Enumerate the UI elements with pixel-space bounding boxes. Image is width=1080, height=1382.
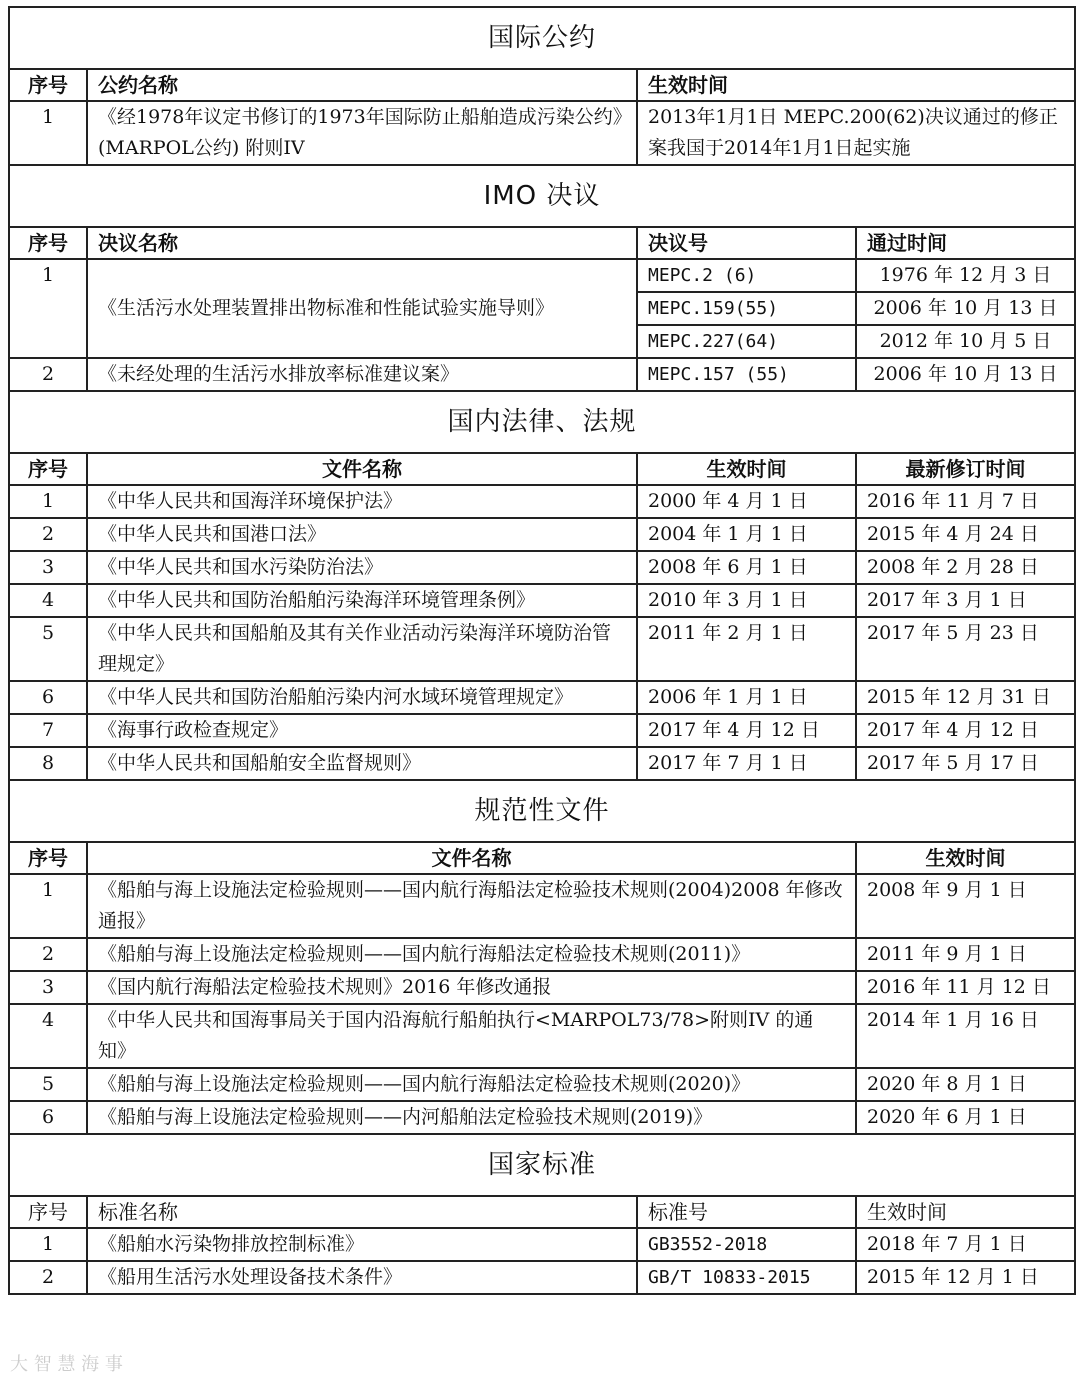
domestic-row-no: 6 xyxy=(9,681,87,714)
intl-row xyxy=(9,101,1075,165)
normative-row-no: 2 xyxy=(9,938,87,971)
domestic-row-effective: 2017 年 4 月 12 日 xyxy=(637,714,856,747)
intl-row-name: 《经1978年议定书修订的1973年国际防止船舶造成污染公约》(MARPOL公约) 附则IV xyxy=(87,101,637,165)
normative-row-no: 3 xyxy=(9,971,87,1004)
intl-row-effective: 2013年1月1日 MEPC.200(62)决议通过的修正案我国于2014年1月1日起实施 xyxy=(637,101,1075,165)
normative-col-name: 文件名称 xyxy=(87,842,856,874)
normative-row-name: 《船舶与海上设施法定检验规则——内河船舶法定检验技术规则(2019)》 xyxy=(87,1101,856,1134)
normative-col-effective: 生效时间 xyxy=(856,842,1075,874)
normative-row xyxy=(9,1101,1075,1134)
national-row-name: 《船舶水污染物排放控制标准》 xyxy=(87,1228,637,1261)
imo-row xyxy=(9,358,1075,391)
domestic-col-name: 文件名称 xyxy=(87,453,637,485)
domestic-header-row xyxy=(9,453,1075,485)
domestic-row xyxy=(9,518,1075,551)
domestic-row-revised: 2015 年 12 月 31 日 xyxy=(856,681,1075,714)
section-header-normative xyxy=(9,780,1075,842)
domestic-row-name: 《中华人民共和国海洋环境保护法》 xyxy=(87,485,637,518)
intl-col-effective: 生效时间 xyxy=(637,69,1075,101)
imo-col-name: 决议名称 xyxy=(87,227,637,259)
normative-row-no: 6 xyxy=(9,1101,87,1134)
national-col-code: 标准号 xyxy=(637,1196,856,1228)
normative-row-name: 《船舶与海上设施法定检验规则——国内航行海船法定检验技术规则(2011)》 xyxy=(87,938,856,971)
normative-row xyxy=(9,971,1075,1004)
national-row-code: GB3552-2018 xyxy=(637,1228,856,1261)
domestic-row xyxy=(9,617,1075,681)
normative-row-name: 《船舶与海上设施法定检验规则——国内航行海船法定检验技术规则(2020)》 xyxy=(87,1068,856,1101)
section-header-domestic xyxy=(9,391,1075,453)
normative-rows xyxy=(9,874,1075,1134)
domestic-row-no: 3 xyxy=(9,551,87,584)
imo-row-no: 2 xyxy=(9,358,87,391)
section-title-imo: IMO 决议 xyxy=(9,165,1075,227)
imo-row-no: 1 xyxy=(9,259,87,358)
normative-row xyxy=(9,1068,1075,1101)
imo-row-name: 《生活污水处理装置排出物标准和性能试验实施导则》 xyxy=(87,259,637,358)
domestic-row-revised: 2017 年 4 月 12 日 xyxy=(856,714,1075,747)
normative-row-effective: 2011 年 9 月 1 日 xyxy=(856,938,1075,971)
domestic-row-effective: 2004 年 1 月 1 日 xyxy=(637,518,856,551)
section-title-international: 国际公约 xyxy=(9,7,1075,69)
domestic-row-effective: 2000 年 4 月 1 日 xyxy=(637,485,856,518)
section-title-national: 国家标准 xyxy=(9,1134,1075,1196)
intl-row-no: 1 xyxy=(9,101,87,165)
normative-row-effective: 2020 年 6 月 1 日 xyxy=(856,1101,1075,1134)
domestic-row-effective: 2017 年 7 月 1 日 xyxy=(637,747,856,780)
section-header-imo xyxy=(9,165,1075,227)
regulations-document xyxy=(8,6,1074,1295)
imo-resolution-code: MEPC.227(64) xyxy=(637,325,856,358)
domestic-col-no: 序号 xyxy=(9,453,87,485)
domestic-row-revised: 2017 年 3 月 1 日 xyxy=(856,584,1075,617)
imo-resolution-code: MEPC.157 (55) xyxy=(637,358,856,391)
domestic-row-name: 《中华人民共和国船舶及其有关作业活动污染海洋环境防治管理规定》 xyxy=(87,617,637,681)
domestic-row-no: 1 xyxy=(9,485,87,518)
domestic-row-effective: 2008 年 6 月 1 日 xyxy=(637,551,856,584)
domestic-col-effective: 生效时间 xyxy=(637,453,856,485)
domestic-row xyxy=(9,485,1075,518)
section-title-domestic: 国内法律、法规 xyxy=(9,391,1075,453)
domestic-row-no: 2 xyxy=(9,518,87,551)
domestic-row-name: 《中华人民共和国水污染防治法》 xyxy=(87,551,637,584)
imo-row xyxy=(9,259,1075,292)
domestic-row xyxy=(9,747,1075,780)
national-header-row xyxy=(9,1196,1075,1228)
normative-row-no: 5 xyxy=(9,1068,87,1101)
imo-resolution-code: MEPC.159(55) xyxy=(637,292,856,325)
normative-row-effective: 2020 年 8 月 1 日 xyxy=(856,1068,1075,1101)
domestic-row-revised: 2015 年 4 月 24 日 xyxy=(856,518,1075,551)
imo-row-name: 《未经处理的生活污水排放率标准建议案》 xyxy=(87,358,637,391)
domestic-row-no: 8 xyxy=(9,747,87,780)
normative-row xyxy=(9,938,1075,971)
domestic-col-revised: 最新修订时间 xyxy=(856,453,1075,485)
section-header-national xyxy=(9,1134,1075,1196)
national-row-effective: 2018 年 7 月 1 日 xyxy=(856,1228,1075,1261)
domestic-row xyxy=(9,551,1075,584)
normative-col-no: 序号 xyxy=(9,842,87,874)
national-row-effective: 2015 年 12 月 1 日 xyxy=(856,1261,1075,1294)
national-row-code: GB/T 10833-2015 xyxy=(637,1261,856,1294)
domestic-row-no: 5 xyxy=(9,617,87,681)
imo-header-row xyxy=(9,227,1075,259)
imo-resolution-date: 2006 年 10 月 13 日 xyxy=(856,292,1075,325)
national-row xyxy=(9,1261,1075,1294)
imo-resolution-date: 2006 年 10 月 13 日 xyxy=(856,358,1075,391)
national-row xyxy=(9,1228,1075,1261)
normative-row-effective: 2008 年 9 月 1 日 xyxy=(856,874,1075,938)
normative-row xyxy=(9,874,1075,938)
normative-row-no: 4 xyxy=(9,1004,87,1068)
domestic-row xyxy=(9,714,1075,747)
national-rows xyxy=(9,1228,1075,1294)
watermark-logo: 大 智 慧 海 事 xyxy=(10,1354,123,1375)
imo-resolution-code: MEPC.2 (6) xyxy=(637,259,856,292)
domestic-row-name: 《海事行政检查规定》 xyxy=(87,714,637,747)
imo-resolution-date: 2012 年 10 月 5 日 xyxy=(856,325,1075,358)
national-col-no: 序号 xyxy=(9,1196,87,1228)
imo-col-no: 序号 xyxy=(9,227,87,259)
domestic-row-name: 《中华人民共和国防治船舶污染海洋环境管理条例》 xyxy=(87,584,637,617)
national-row-name: 《船用生活污水处理设备技术条件》 xyxy=(87,1261,637,1294)
domestic-row-no: 4 xyxy=(9,584,87,617)
domestic-row-effective: 2010 年 3 月 1 日 xyxy=(637,584,856,617)
domestic-row-revised: 2016 年 11 月 7 日 xyxy=(856,485,1075,518)
normative-row-name: 《船舶与海上设施法定检验规则——国内航行海船法定检验技术规则(2004)2008 年修改通报》 xyxy=(87,874,856,938)
domestic-row-name: 《中华人民共和国船舶安全监督规则》 xyxy=(87,747,637,780)
normative-header-row xyxy=(9,842,1075,874)
normative-row-effective: 2016 年 11 月 12 日 xyxy=(856,971,1075,1004)
imo-col-date: 通过时间 xyxy=(856,227,1075,259)
normative-row-effective: 2014 年 1 月 16 日 xyxy=(856,1004,1075,1068)
domestic-row-revised: 2008 年 2 月 28 日 xyxy=(856,551,1075,584)
domestic-row xyxy=(9,681,1075,714)
intl-col-no: 序号 xyxy=(9,69,87,101)
intl-header-row xyxy=(9,69,1075,101)
domestic-row-effective: 2011 年 2 月 1 日 xyxy=(637,617,856,681)
domestic-row xyxy=(9,584,1075,617)
imo-resolution-date: 1976 年 12 月 3 日 xyxy=(856,259,1075,292)
domestic-row-revised: 2017 年 5 月 17 日 xyxy=(856,747,1075,780)
national-row-no: 1 xyxy=(9,1228,87,1261)
domestic-row-name: 《中华人民共和国防治船舶污染内河水域环境管理规定》 xyxy=(87,681,637,714)
normative-row-name: 《中华人民共和国海事局关于国内沿海航行船舶执行<MARPOL73/78>附则IV 的通 知》 xyxy=(87,1004,856,1068)
section-header-international xyxy=(9,7,1075,69)
regulations-table xyxy=(8,6,1076,1295)
national-col-name: 标准名称 xyxy=(87,1196,637,1228)
normative-row xyxy=(9,1004,1075,1068)
normative-row-name: 《国内航行海船法定检验技术规则》2016 年修改通报 xyxy=(87,971,856,1004)
domestic-row-no: 7 xyxy=(9,714,87,747)
imo-col-resolution: 决议号 xyxy=(637,227,856,259)
intl-col-name: 公约名称 xyxy=(87,69,637,101)
national-row-no: 2 xyxy=(9,1261,87,1294)
domestic-row-revised: 2017 年 5 月 23 日 xyxy=(856,617,1075,681)
domestic-rows xyxy=(9,485,1075,780)
section-title-normative: 规范性文件 xyxy=(9,780,1075,842)
national-col-effective: 生效时间 xyxy=(856,1196,1075,1228)
domestic-row-name: 《中华人民共和国港口法》 xyxy=(87,518,637,551)
domestic-row-effective: 2006 年 1 月 1 日 xyxy=(637,681,856,714)
normative-row-no: 1 xyxy=(9,874,87,938)
